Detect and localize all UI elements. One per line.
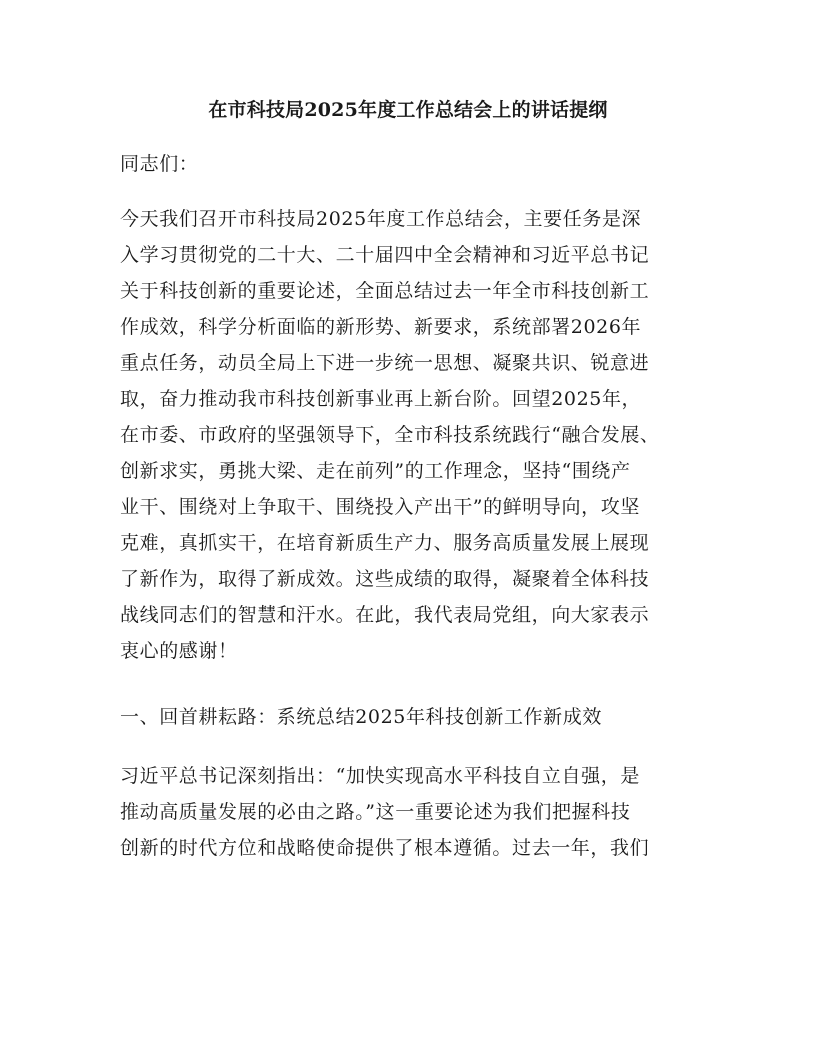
paragraph-line: 创新求实，勇挑大梁、走在前列”的工作理念，坚持“围绕产 (120, 460, 631, 482)
paragraph-line: 推动高质量发展的必由之路。”这一重要论述为我们把握科技 (120, 801, 631, 823)
paragraph-line: 入学习贯彻党的二十大、二十届四中全会精神和习近平总书记 (120, 244, 650, 266)
paragraph-line: 业干、围绕对上争取干、围绕投入产出干”的鲜明导向，攻坚 (120, 496, 640, 518)
paragraph-line: 重点任务，动员全局上下进一步统一思想、凝聚共识、锐意进 (120, 352, 650, 374)
salutation: 同志们： (120, 153, 199, 175)
paragraph-line: 习近平总书记深刻指出：“加快实现高水平科技自立自强，是 (120, 765, 640, 787)
paragraph-line: 取，奋力推动我市科技创新事业再上新台阶。回望2025年， (120, 388, 642, 410)
paragraph-line: 在市委、市政府的坚强领导下，全市科技系统践行“融合发展、 (120, 424, 660, 446)
paragraph-line: 作成效，科学分析面临的新形势、新要求，系统部署2026年 (120, 316, 642, 338)
section-heading: 一、回首耕耘路：系统总结2025年科技创新工作新成效 (120, 706, 602, 728)
document-title: 在市科技局2025年度工作总结会上的讲话提纲 (208, 99, 608, 121)
paragraph-line: 关于科技创新的重要论述，全面总结过去一年全市科技创新工 (120, 280, 650, 302)
paragraph-line: 战线同志们的智慧和汗水。在此，我代表局党组，向大家表示 (120, 604, 650, 626)
paragraph-line: 了新作为，取得了新成效。这些成绩的取得，凝聚着全体科技 (120, 568, 650, 590)
paragraph-line: 克难，真抓实干，在培育新质生产力、服务高质量发展上展现 (120, 532, 650, 554)
paragraph-line: 创新的时代方位和战略使命提供了根本遵循。过去一年，我们 (120, 837, 650, 859)
paragraph-line: 今天我们召开市科技局2025年度工作总结会，主要任务是深 (120, 208, 642, 230)
paragraph-line: 衷心的感谢！ (120, 640, 238, 662)
